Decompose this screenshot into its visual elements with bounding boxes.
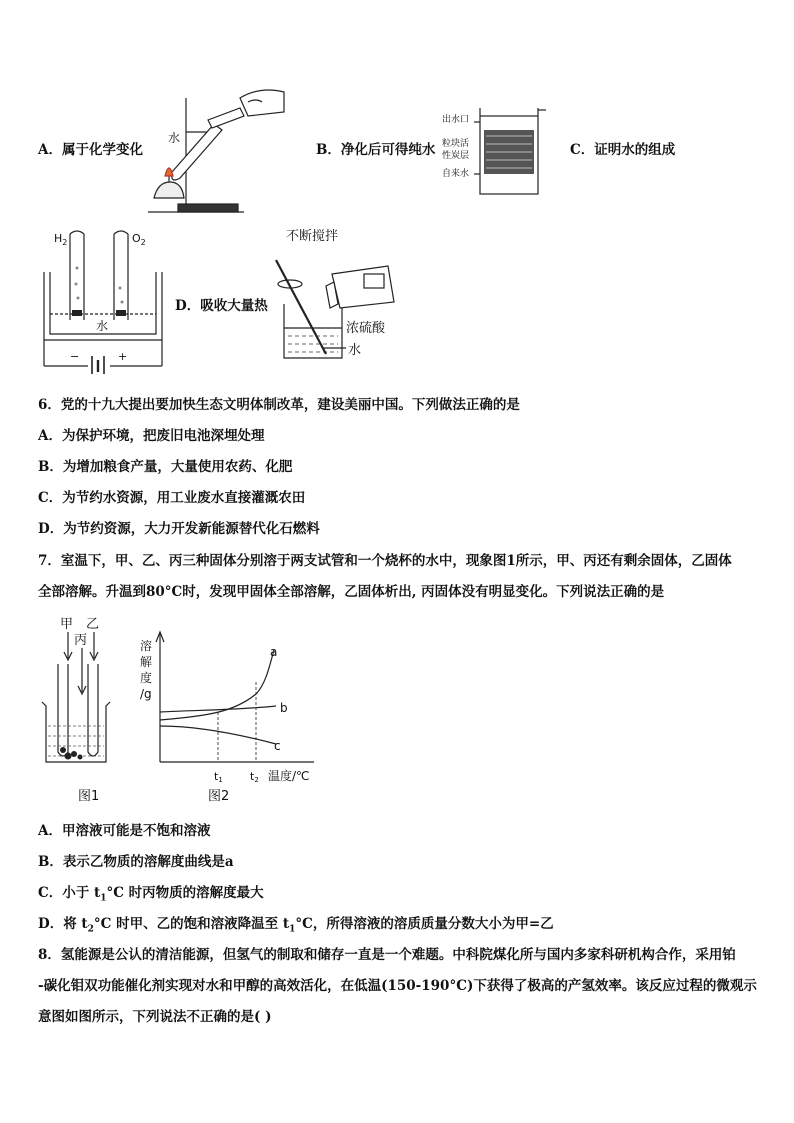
curve-b-label: b — [280, 701, 288, 715]
filter-inlet-label: 自来水 — [442, 169, 470, 179]
dilution-figure — [270, 224, 404, 366]
q6-option-d: D．为节约资源，大力开发新能源替代化石燃料 — [38, 521, 320, 537]
curve-b-line — [160, 706, 276, 712]
fig1-caption: 图1 — [78, 789, 100, 804]
fig1-jia-label: 甲 — [60, 617, 74, 632]
q8-stem-line1: 8．氢能源是公认的清洁能源，但氢气的制取和储存一直是一个难题。中科院煤化所与国内多家科研机构合作，采用铂 — [38, 947, 736, 963]
q7-option-b: B．表示乙物质的溶解度曲线是a — [38, 854, 234, 870]
filter-layer-label-1: 粒块活 — [442, 139, 470, 149]
q6-option-a: A．为保护环境，把废旧电池深埋处理 — [38, 428, 265, 444]
fig2-caption: 图2 — [208, 789, 230, 804]
t1-tick-label: t1 — [214, 770, 223, 784]
stir-label: 不断搅拌 — [286, 229, 339, 244]
q6-option-b: B．为增加粮食产量，大量使用农药、化肥 — [38, 459, 293, 475]
q7-option-d: D．将 $t_2^\circ C$ 时甲、乙的饱和溶液降温至 $t_1^\circ C$，所得溶液的溶质质量分数大小为甲=乙 — [38, 916, 554, 935]
electrolysis-figure — [40, 228, 180, 376]
q7-stem-line2: 全部溶解。升温到80°C时，发现甲固体全部溶解，乙固体析出, 丙固体没有明显变化。下列说法正确的是 — [38, 584, 665, 600]
fig1-bing-label: 丙 — [74, 633, 88, 648]
negative-terminal-label: − — [70, 350, 80, 363]
q8-stem-line2: -碳化钼双功能催化剂实现对水和甲醇的高效活化，在低温(150-190°C)下获得了极高的产氢效率。该反应过程的微观示 — [38, 978, 757, 994]
q7-stem-line1: 7．室温下，甲、乙、丙三种固体分别溶于两支试管和一个烧杯的水中，现象图1所示，甲、丙还有剩余固体，乙固体 — [38, 553, 732, 569]
q5-option-b: B．净化后可得纯水 — [316, 142, 436, 158]
figure-2-solubility-chart — [138, 630, 322, 806]
q8-stem-line3: 意图如图所示，下列说法不正确的是( ) — [38, 1009, 272, 1025]
q6-option-c: C．为节约水资源，用工业废水直接灌溉农田 — [38, 490, 306, 506]
fig2-ylabel-4: /g — [140, 687, 152, 701]
q5-option-a: A．属于化学变化 — [38, 142, 143, 158]
q7-option-a: A．甲溶液可能是不饱和溶液 — [38, 823, 211, 839]
filter-layer-label-2: 性炭层 — [442, 151, 470, 161]
h2-label: $H_2$ — [54, 232, 68, 247]
q7-option-c: C．小于 $t_1^\circ C$ 时丙物质的溶解度最大 — [38, 885, 264, 904]
filter-column-figure — [442, 102, 550, 196]
figure-1-beaker — [36, 614, 126, 806]
fig2-ylabel-3: 度 — [140, 671, 153, 685]
fig2-ylabel-1: 溶 — [140, 639, 153, 653]
q6-stem: 6．党的十九大提出要加快生态文明体制改革，建设美丽中国。下列做法正确的是 — [38, 397, 520, 413]
fig1-yi-label: 乙 — [86, 617, 100, 632]
o2-label: $O_2$ — [132, 232, 146, 247]
electrolysis-water-label: 水 — [96, 319, 109, 333]
t2-tick-label: t2 — [250, 770, 259, 784]
dilution-water-label: 水 — [348, 343, 362, 358]
positive-terminal-label: + — [118, 350, 128, 363]
curve-a-label: a — [270, 645, 278, 659]
q5-option-c: C．证明水的组成 — [570, 142, 676, 158]
heating-tube-water-label: 水 — [168, 131, 181, 145]
q5-option-d: D．吸收大量热 — [175, 298, 268, 314]
filter-outlet-label: 出水口 — [442, 115, 470, 125]
fig2-xlabel: 温度/℃ — [268, 769, 310, 783]
curve-c-label: c — [274, 739, 281, 753]
heating-tube-figure — [148, 86, 288, 214]
acid-label: 浓硫酸 — [346, 321, 386, 336]
fig2-ylabel-2: 解 — [140, 655, 153, 669]
